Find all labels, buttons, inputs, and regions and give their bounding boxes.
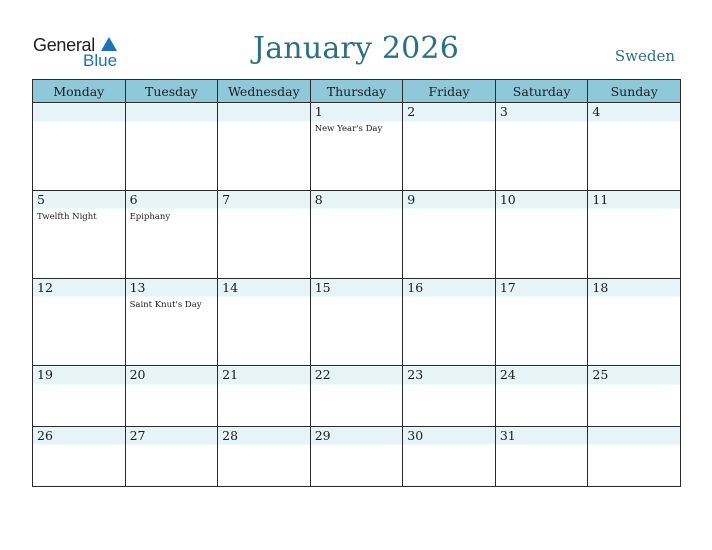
holiday-label <box>33 445 125 448</box>
holiday-label <box>403 209 495 212</box>
holiday-label: Saint Knut's Day <box>129 299 202 310</box>
day-cell <box>218 278 311 366</box>
day-number <box>33 103 125 121</box>
holiday-label <box>311 297 403 300</box>
holiday-label <box>403 297 495 300</box>
calendar-grid <box>32 79 681 487</box>
day-cell <box>403 190 496 278</box>
day-number: 17 <box>499 279 516 295</box>
day-number: 28 <box>222 427 239 443</box>
day-cell <box>310 366 403 426</box>
holiday-label <box>588 121 680 124</box>
day-cell <box>495 366 588 426</box>
day-cell <box>125 278 218 366</box>
holiday-label <box>218 297 310 300</box>
day-number: 2 <box>407 104 416 119</box>
holiday-label <box>33 297 125 300</box>
day-number: 29 <box>314 427 331 443</box>
day-cell <box>403 366 496 426</box>
day-number: 3 <box>499 104 508 119</box>
day-cell <box>588 426 681 486</box>
day-cell <box>495 426 588 486</box>
holiday-label <box>588 297 680 300</box>
day-cell <box>588 103 681 191</box>
holiday-label <box>496 445 588 448</box>
holiday-label <box>496 384 588 387</box>
day-cell <box>495 278 588 366</box>
holiday-label <box>311 209 403 212</box>
day-number: 22 <box>314 367 331 383</box>
weekday-friday: Friday <box>403 80 496 103</box>
holiday-label <box>33 121 125 124</box>
day-number: 24 <box>499 367 516 383</box>
week-row <box>33 103 681 191</box>
holiday-label <box>218 384 310 387</box>
day-number: 6 <box>129 191 138 207</box>
holiday-label <box>311 384 403 387</box>
day-number: 1 <box>314 104 323 119</box>
logo-text-blue: Blue <box>83 51 118 70</box>
holiday-label: Twelfth Night <box>37 211 97 222</box>
logo-text-general: General <box>33 35 95 55</box>
day-cell <box>588 190 681 278</box>
holiday-label <box>403 121 495 124</box>
day-cell <box>495 190 588 278</box>
holiday-label <box>496 297 588 300</box>
week-row <box>33 426 681 486</box>
weekday-saturday: Saturday <box>495 80 588 103</box>
day-number: 10 <box>499 191 516 207</box>
day-number: 25 <box>592 367 609 383</box>
day-cell <box>218 426 311 486</box>
holiday-label: Epiphany <box>129 211 171 222</box>
day-number: 18 <box>592 279 609 295</box>
day-cell <box>310 190 403 278</box>
day-cell <box>218 190 311 278</box>
day-number: 5 <box>37 191 45 207</box>
day-cell <box>125 190 218 278</box>
day-number <box>588 427 680 445</box>
holiday-label <box>496 209 588 212</box>
day-cell <box>495 103 588 191</box>
weekday-sunday: Sunday <box>588 80 681 103</box>
day-number: 14 <box>222 279 239 295</box>
holiday-label <box>33 384 125 387</box>
day-number: 27 <box>129 427 146 443</box>
day-cell <box>125 366 218 426</box>
holiday-label: New Year's Day <box>314 124 383 134</box>
holiday-label <box>311 445 403 448</box>
weekday-header-row <box>33 80 681 103</box>
day-cell <box>125 103 218 191</box>
holiday-label <box>126 121 218 124</box>
week-row <box>33 366 681 426</box>
weekday-monday: Monday <box>33 80 126 103</box>
holiday-label <box>126 384 218 387</box>
day-cell <box>33 190 126 278</box>
day-cell <box>218 103 311 191</box>
day-number: 7 <box>222 191 231 207</box>
day-number: 21 <box>222 367 239 383</box>
day-number: 9 <box>407 191 416 207</box>
week-row <box>33 278 681 366</box>
day-number: 19 <box>37 367 53 383</box>
day-cell <box>588 278 681 366</box>
day-number: 12 <box>37 279 53 295</box>
day-cell <box>33 426 126 486</box>
day-number <box>218 103 310 121</box>
day-number: 26 <box>37 427 53 443</box>
day-number: 11 <box>592 191 609 207</box>
day-number: 31 <box>499 427 516 443</box>
day-cell <box>33 278 126 366</box>
calendar-title: January 2026 <box>252 31 459 66</box>
holiday-label <box>588 384 680 387</box>
holiday-label <box>403 384 495 387</box>
day-cell <box>310 426 403 486</box>
weekday-thursday: Thursday <box>310 80 403 103</box>
day-cell <box>310 103 403 191</box>
day-cell <box>218 366 311 426</box>
day-number <box>126 103 218 121</box>
holiday-label <box>218 121 310 124</box>
day-number: 30 <box>407 427 424 443</box>
day-number: 13 <box>129 279 146 295</box>
day-number: 4 <box>592 104 601 119</box>
day-cell <box>310 278 403 366</box>
holiday-label <box>588 445 680 448</box>
holiday-label <box>126 445 218 448</box>
holiday-label <box>218 209 310 212</box>
day-cell <box>403 103 496 191</box>
day-number: 16 <box>407 279 424 295</box>
holiday-label <box>218 445 310 448</box>
day-cell <box>588 366 681 426</box>
day-number: 20 <box>129 367 146 383</box>
day-number: 23 <box>407 367 424 383</box>
day-number: 15 <box>314 279 331 295</box>
day-cell <box>33 103 126 191</box>
week-row <box>33 190 681 278</box>
holiday-label <box>496 121 588 124</box>
day-cell <box>33 366 126 426</box>
holiday-label <box>588 209 680 212</box>
weekday-wednesday: Wednesday <box>218 80 311 103</box>
holiday-label <box>403 445 495 448</box>
day-cell <box>403 278 496 366</box>
day-cell <box>403 426 496 486</box>
day-cell <box>125 426 218 486</box>
day-number: 8 <box>314 191 323 207</box>
weekday-tuesday: Tuesday <box>125 80 218 103</box>
country-label: Sweden <box>614 47 675 65</box>
